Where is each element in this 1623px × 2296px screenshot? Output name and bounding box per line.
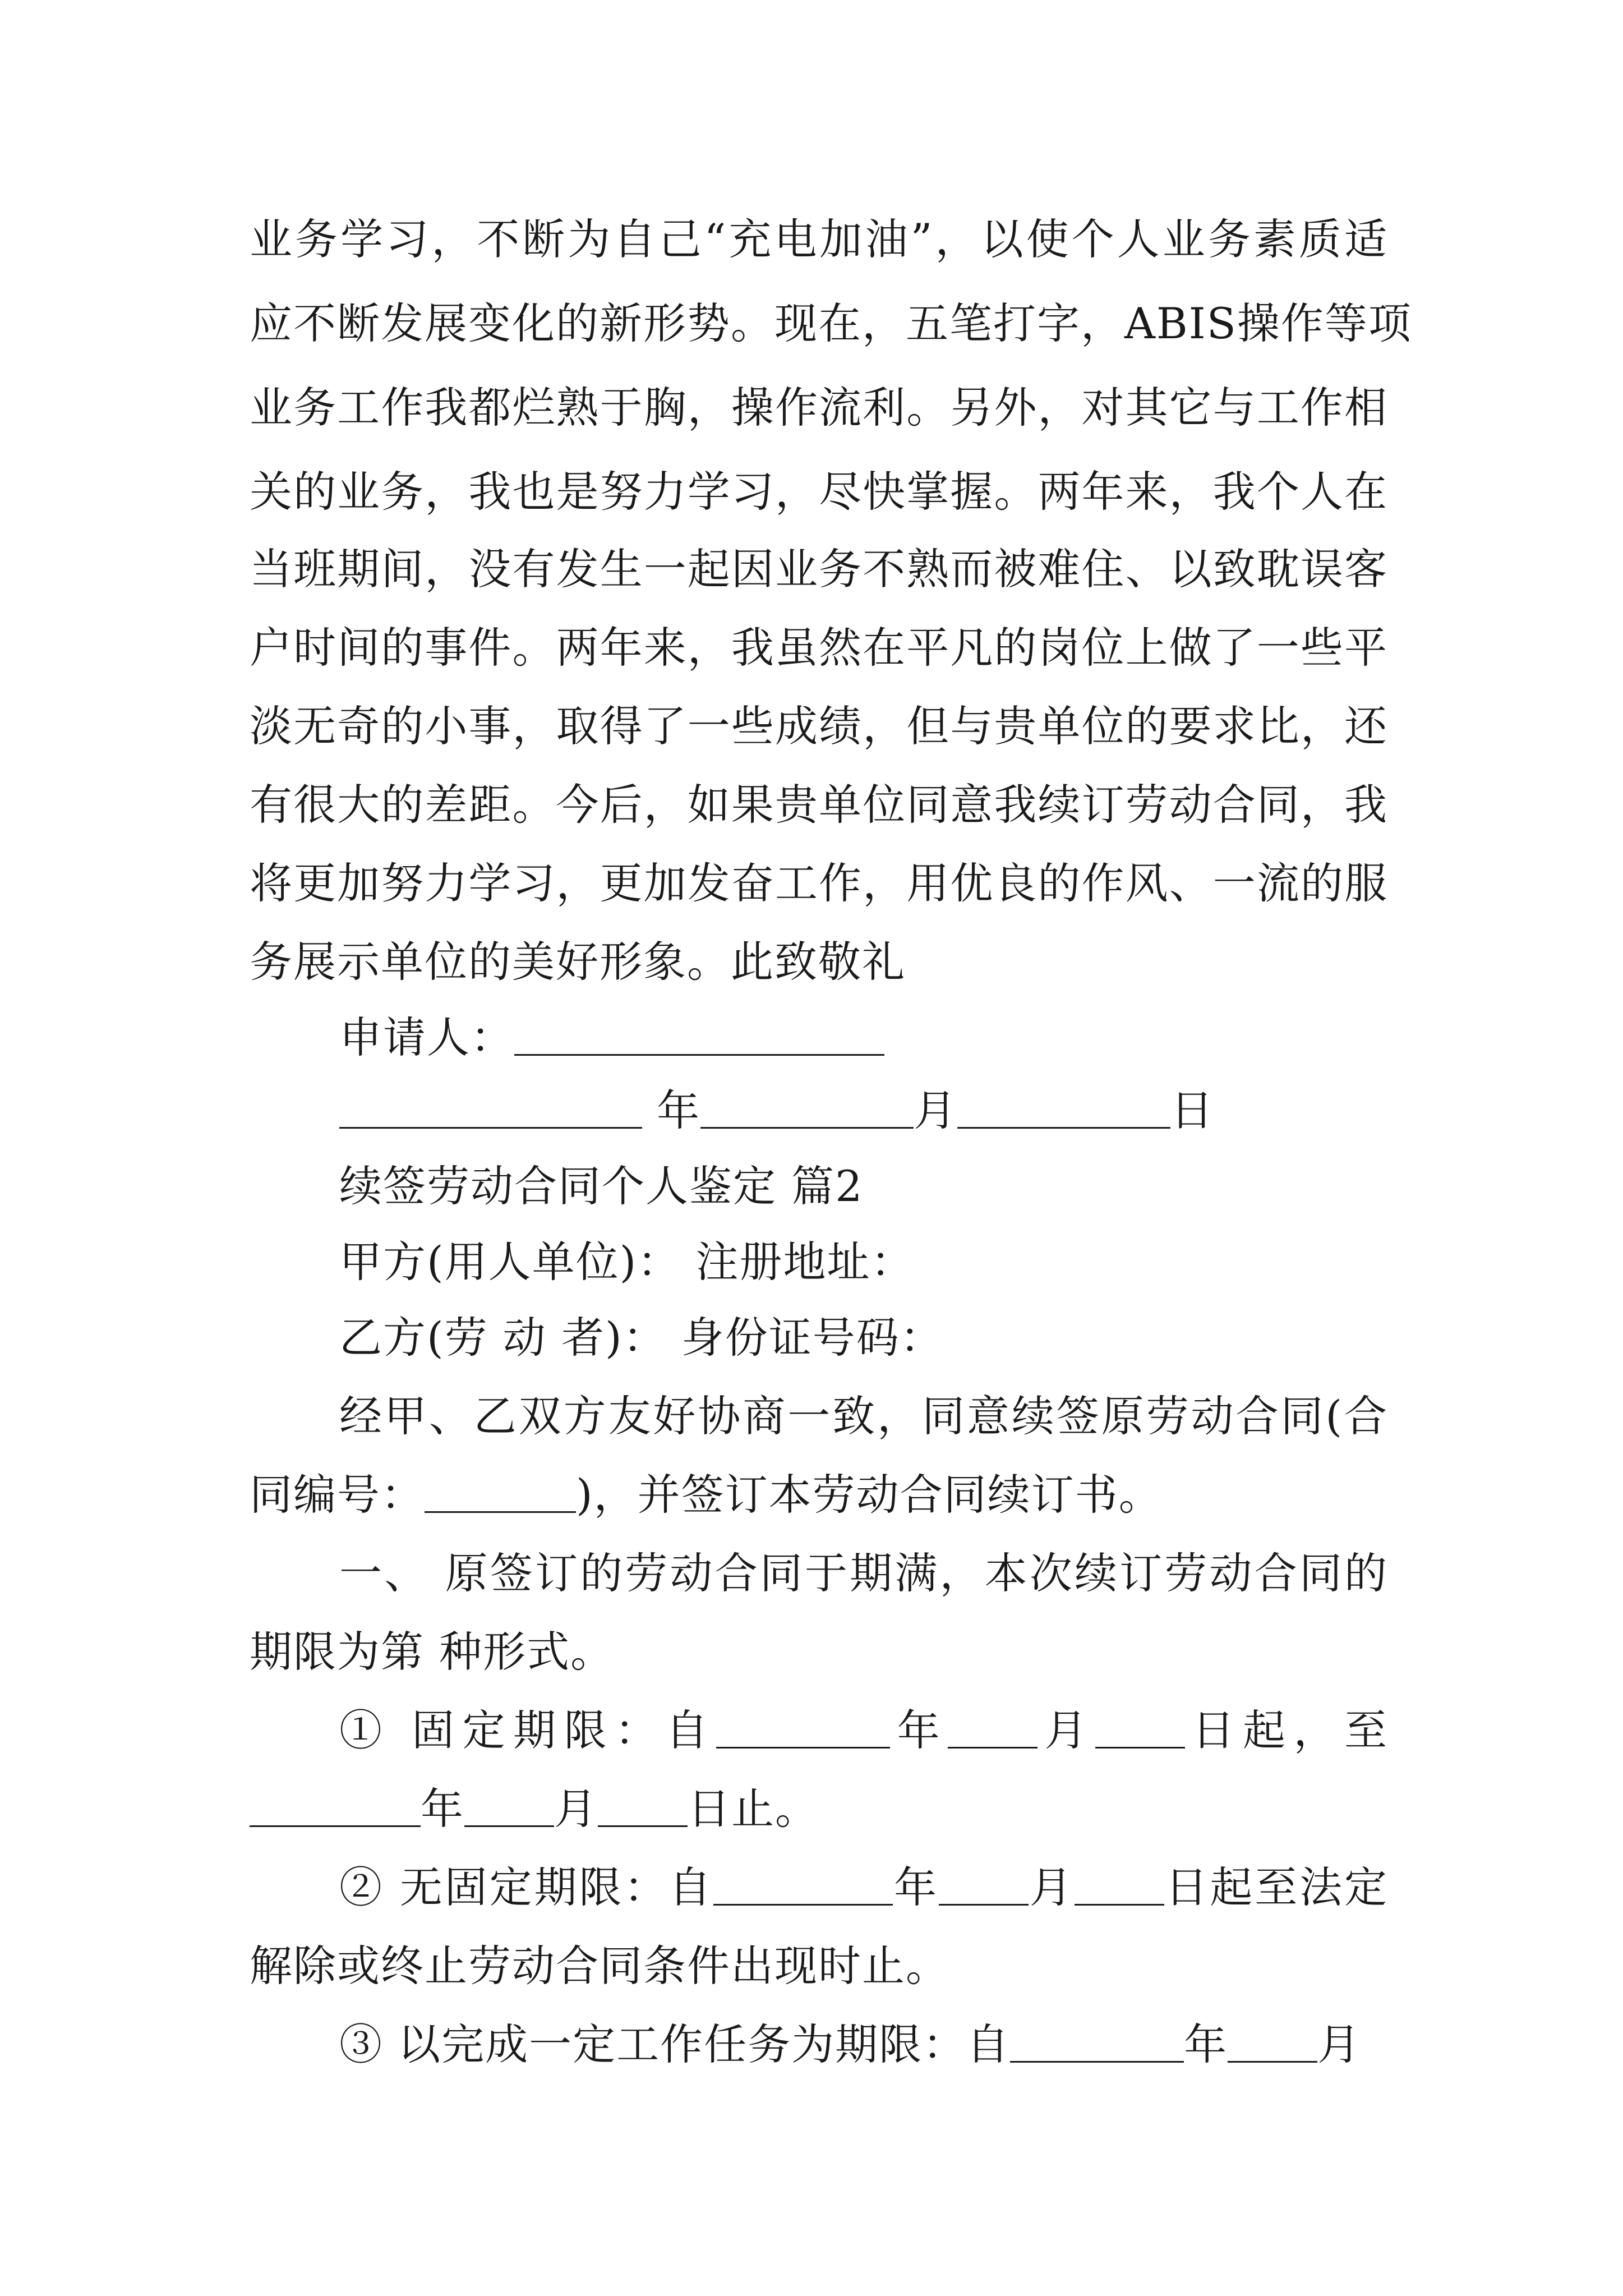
option-1-line-2: [250, 1767, 1388, 1851]
opt1-day-blank: [1095, 1713, 1185, 1749]
clause-1-line-2: 期限为第 种形式。: [250, 1627, 615, 1677]
body-line-5: 当班期间，没有发生一起因业务不熟而被难住、以致耽误客: [250, 544, 1388, 594]
option-2-line-2: 解除或终止劳动合同条件出现时止。: [250, 1941, 949, 1991]
applicant-row: [339, 996, 1388, 1080]
option-3-label: ③ 以完成一定工作任务为期限：自: [339, 2019, 1011, 2069]
opt3-month-blank: [1228, 2027, 1317, 2063]
opt3-year-label: 年: [1184, 2019, 1228, 2069]
option-2-label: ② 无固定期限：自: [339, 1862, 714, 1912]
applicant-blank: [514, 1020, 884, 1056]
day-blank: [957, 1093, 1170, 1129]
body-line-1: 业务学习，不断为自己“充电加油”，以使个人业务素质适: [250, 214, 1388, 264]
opt2-day-blank: [1075, 1870, 1164, 1906]
body-line-9: 将更加努力学习，更加发奋工作，用优良的作风、一流的服: [250, 858, 1388, 908]
opt2-year-label: 年: [893, 1862, 939, 1912]
option-3-line-1: [339, 2003, 1388, 2087]
opt1-end-day-blank: [598, 1792, 688, 1827]
opt1-month-label: 月: [1038, 1705, 1096, 1755]
opt1-from-suffix: 日起，至: [1185, 1705, 1389, 1755]
renew-line-2-rest: )，并签订本劳动合同续订书。: [576, 1470, 1163, 1520]
date-day-label: 日: [1170, 1085, 1215, 1135]
option-1-label: ① 固定期限：自: [339, 1705, 717, 1755]
opt2-year-blank: [713, 1870, 893, 1906]
year-blank: [339, 1093, 642, 1129]
opt2-month-blank: [939, 1870, 1029, 1906]
contract-number-blank: [425, 1478, 576, 1513]
month-blank: [700, 1093, 914, 1129]
date-month-label: 月: [914, 1085, 958, 1135]
date-row: [339, 1069, 1388, 1153]
opt1-end-year-blank: [250, 1792, 421, 1827]
renew-line-2: [250, 1453, 1388, 1537]
opt2-month-label: 月: [1028, 1862, 1075, 1912]
opt2-suffix: 日起至法定: [1164, 1862, 1389, 1912]
opt1-end-month-blank: [464, 1792, 554, 1827]
opt1-month-blank: [948, 1713, 1038, 1749]
body-line-10: 务展示单位的美好形象。此致敬礼: [250, 937, 906, 987]
opt1-year-blank: [716, 1713, 890, 1749]
option-2-line-1: [339, 1846, 1388, 1930]
party-b-line: 乙方(劳 动 者)： 身份证号码：: [339, 1313, 944, 1363]
opt1-end-suffix: 日止。: [688, 1784, 819, 1834]
body-line-7: 淡无奇的小事，取得了一些成绩，但与贵单位的要求比，还: [250, 701, 1388, 751]
opt1-year-label: 年: [890, 1705, 948, 1755]
date-year-label: 年: [657, 1085, 701, 1135]
opt1-end-year-label: 年: [421, 1784, 464, 1834]
party-a-line: 甲方(用人单位)： 注册地址：: [339, 1237, 915, 1287]
contract-number-label: 同编号：: [250, 1470, 425, 1520]
body-line-3: 业务工作我都烂熟于胸，操作流利。另外，对其它与工作相: [250, 383, 1388, 432]
option-1-line-1: [339, 1688, 1388, 1773]
section-title: 续签劳动合同个人鉴定 篇2: [339, 1161, 864, 1211]
applicant-label: 申请人：: [339, 1013, 514, 1062]
opt3-year-blank: [1010, 2027, 1184, 2063]
body-line-2: 应不断发展变化的新形势。现在，五笔打字，ABIS操作等项: [250, 298, 1412, 348]
opt1-end-month-label: 月: [554, 1784, 598, 1834]
opt3-month-label: 月: [1317, 2019, 1362, 2069]
body-line-6: 户时间的事件。两年来，我虽然在平凡的岗位上做了一些平: [250, 623, 1388, 673]
body-line-8: 有很大的差距。今后，如果贵单位同意我续订劳动合同，我: [250, 780, 1388, 830]
body-line-4: 关的业务，我也是努力学习，尽快掌握。两年来，我个人在: [250, 467, 1388, 517]
renew-line-1: 经甲、乙双方友好协商一致，同意续签原劳动合同(合: [339, 1391, 1388, 1441]
clause-1-line-1: 一、 原签订的劳动合同于期满，本次续订劳动合同的: [339, 1548, 1388, 1598]
